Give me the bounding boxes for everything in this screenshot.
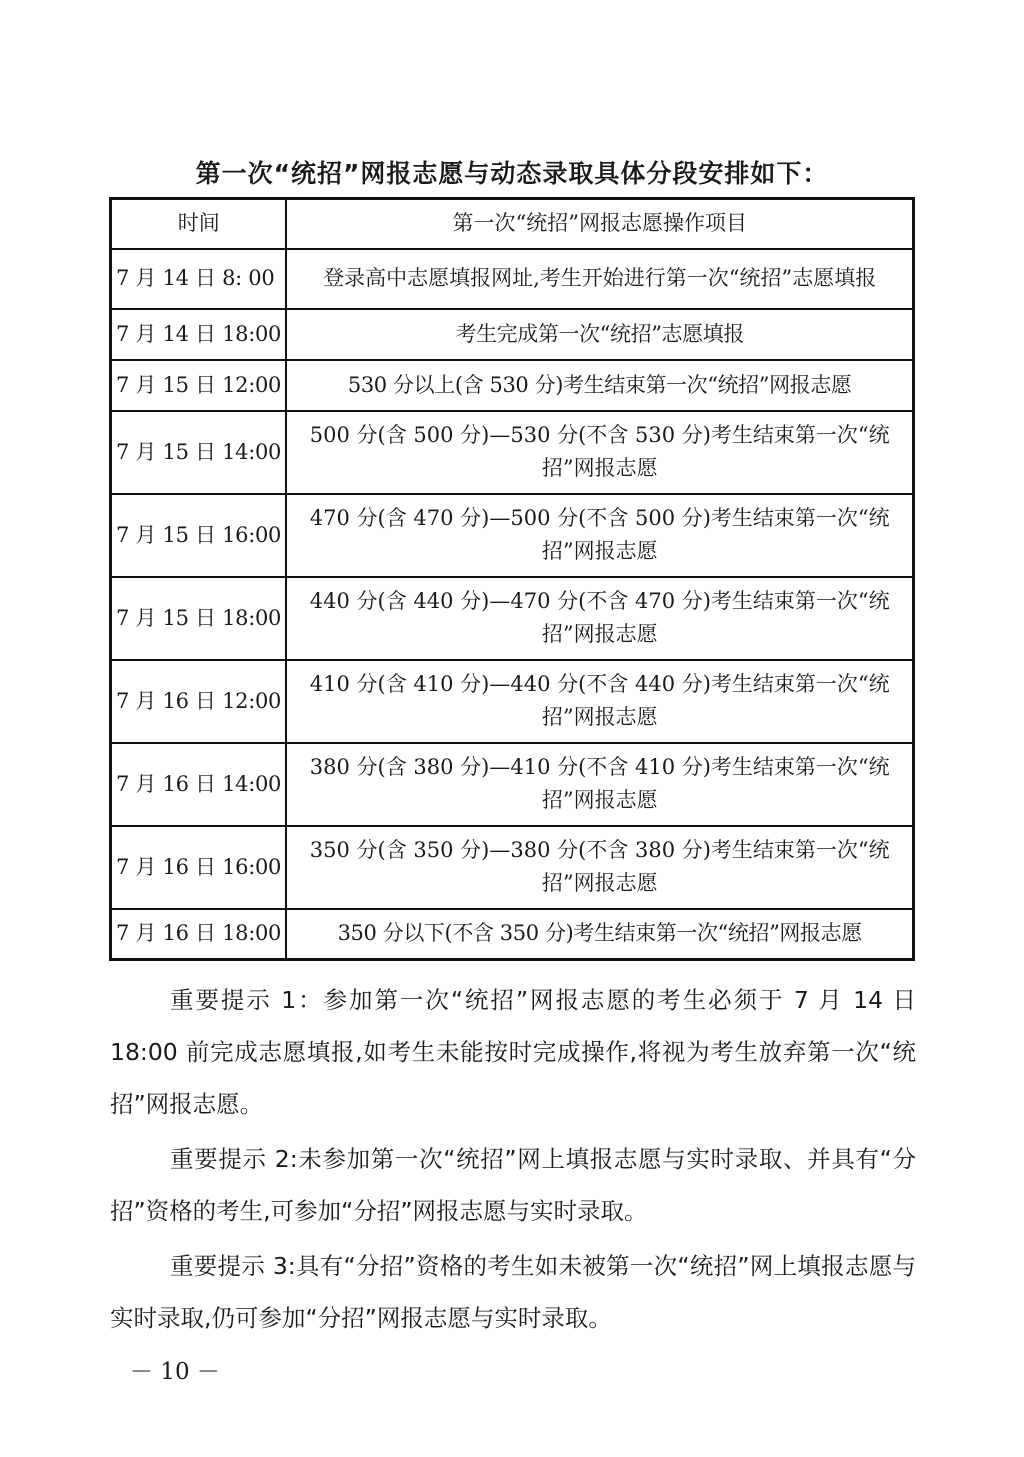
section-heading: 第一次“统招”网报志愿与动态录取具体分段安排如下： [195,159,829,188]
row-item: 440 分(含 440 分)—470 分(不含 470 分)考生结束第一次“统招”网报志愿 [286,577,913,660]
table-header-row [111,199,914,249]
row-time: 7 月 15 日 18:00 [111,577,287,660]
table-row [111,577,914,660]
row-time: 7 月 16 日 18:00 [111,909,287,960]
row-item: 350 分(含 350 分)—380 分(不含 380 分)考生结束第一次“统招”网报志愿 [286,826,913,909]
table-row [111,826,914,909]
row-time: 7 月 16 日 16:00 [111,826,287,909]
row-item: 考生完成第一次“统招”志愿填报 [286,309,913,360]
row-time: 7 月 15 日 12:00 [111,360,287,411]
table-row [111,309,914,360]
row-time: 7 月 15 日 14:00 [111,411,287,494]
table-row [111,249,914,309]
important-note-1: 重要提示 1：参加第一次“统招”网报志愿的考生必须于 7 月 14 日 18:00 前完成志愿填报,如考生未能按时完成操作,将视为考生放弃第一次“统招”网报志愿。 [110,986,916,1118]
table-row [111,660,914,743]
row-item: 登录高中志愿填报网址,考生开始进行第一次“统招”志愿填报 [286,249,913,309]
row-time: 7 月 15 日 16:00 [111,494,287,577]
header-time: 时间 [111,199,287,249]
important-note-3: 重要提示 3:具有“分招”资格的考生如未被第一次“统招”网上填报志愿与实时录取,仍可参加“分招”网报志愿与实时录取。 [110,1252,916,1332]
table-row [111,743,914,826]
row-time: 7 月 16 日 14:00 [111,743,287,826]
table-row [111,411,914,494]
page-number: － 10 － [130,1359,220,1385]
row-item: 380 分(含 380 分)—410 分(不含 410 分)考生结束第一次“统招”网报志愿 [286,743,913,826]
important-note-2: 重要提示 2:未参加第一次“统招”网上填报志愿与实时录取、并具有“分招”资格的考生,可参加“分招”网报志愿与实时录取。 [110,1145,916,1225]
row-item: 470 分(含 470 分)—500 分(不含 500 分)考生结束第一次“统招”网报志愿 [286,494,913,577]
table-row [111,360,914,411]
row-item: 410 分(含 410 分)—440 分(不含 440 分)考生结束第一次“统招”网报志愿 [286,660,913,743]
table-row [111,909,914,960]
schedule-table [109,197,915,961]
row-item: 350 分以下(不含 350 分)考生结束第一次“统招”网报志愿 [286,909,913,960]
row-time: 7 月 14 日 18:00 [111,309,287,360]
row-time: 7 月 14 日 8: 00 [111,249,287,309]
table-row [111,494,914,577]
row-item: 500 分(含 500 分)—530 分(不含 530 分)考生结束第一次“统招”网报志愿 [286,411,913,494]
header-operation: 第一次“统招”网报志愿操作项目 [286,199,913,249]
row-time: 7 月 16 日 12:00 [111,660,287,743]
row-item: 530 分以上(含 530 分)考生结束第一次“统招”网报志愿 [286,360,913,411]
